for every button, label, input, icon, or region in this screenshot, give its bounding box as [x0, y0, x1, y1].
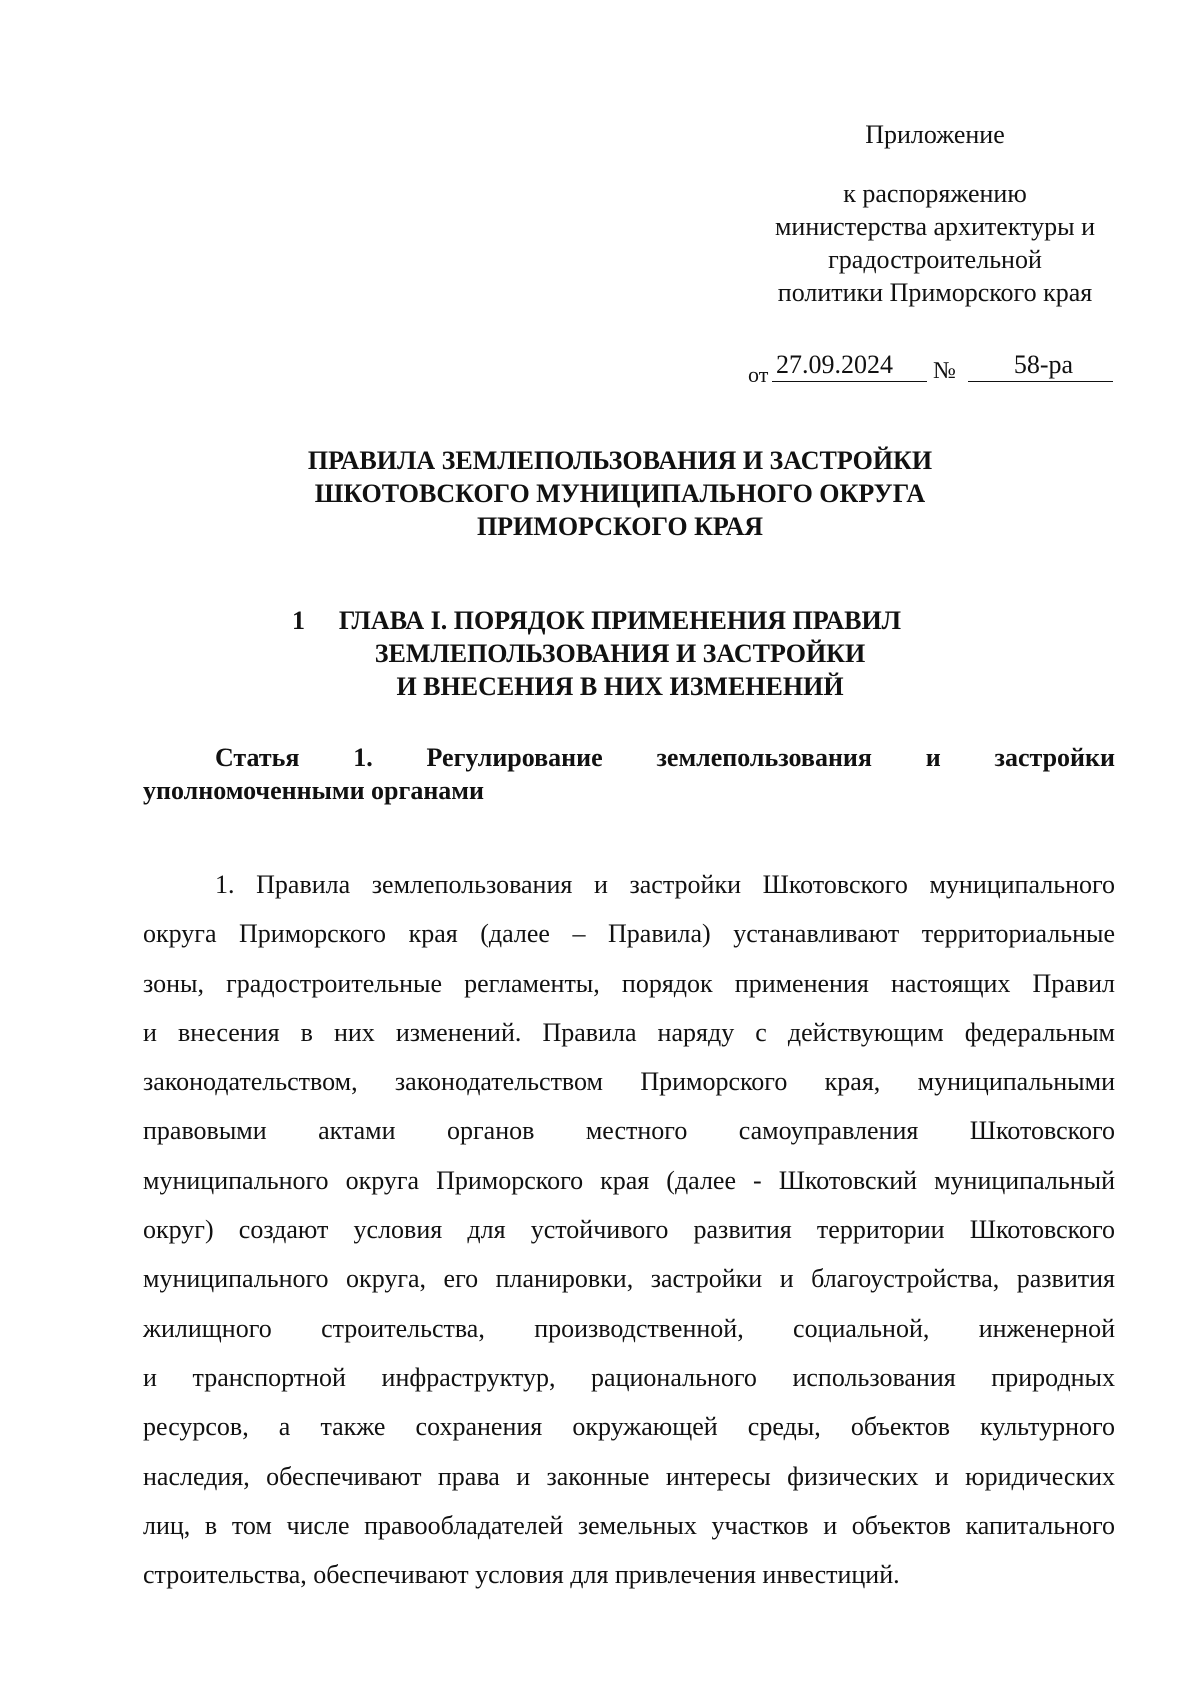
article-heading-line — [143, 741, 1115, 774]
number-sign: № — [933, 358, 956, 384]
paragraph-row: ресурсов, а также сохранения окружающей среды, объектов культурного — [143, 1412, 1115, 1442]
paragraph-row: и внесения в них изменений. Правила наряду с действующим федеральным — [143, 1017, 1115, 1047]
paragraph-row: строительства, обеспечивают условия для привлечения инвестиций. — [143, 1560, 900, 1590]
article-word: Статья — [215, 743, 300, 772]
paragraph-row: наследия, обеспечивают права и законные интересы физических и юридических — [143, 1461, 1115, 1491]
paragraph-row: лиц, в том числе правообладателей земельных участков и объектов капитального — [143, 1510, 1115, 1540]
chapter-line: И ВНЕСЕНИЯ В НИХ ИЗМЕНЕНИЙ — [396, 672, 844, 701]
article-heading-line: уполномоченными органами — [143, 776, 484, 805]
paragraph-row: муниципального округа, его планировки, застройки и благоустройства, развития — [143, 1264, 1115, 1294]
paragraph-row: и транспортной инфраструктур, рационального использования природных — [143, 1362, 1115, 1392]
paragraph-row: 1. Правила землепользования и застройки Шкотовского муниципального — [215, 870, 1115, 899]
article-word: застройки — [994, 743, 1115, 772]
chapter-line: ЗЕМЛЕПОЛЬЗОВАНИЯ И ЗАСТРОЙКИ — [374, 639, 866, 668]
ot-label: от — [748, 362, 769, 387]
document-title — [140, 444, 1100, 543]
approval-line: градостроительной — [828, 245, 1042, 274]
order-date: 27.09.2024 — [772, 350, 927, 382]
article-word: 1. — [353, 743, 373, 772]
article-word: и — [925, 743, 941, 772]
approval-line: политики Приморского края — [777, 278, 1093, 307]
approval-line: к распоряжению — [843, 179, 1027, 208]
paragraph-row: законодательством, законодательством Приморского края, муниципальными — [143, 1067, 1115, 1097]
chapter-number: 1 — [292, 606, 305, 635]
article-word: Регулирование — [426, 743, 603, 772]
title-line: ШКОТОВСКОГО МУНИЦИПАЛЬНОГО ОКРУГА — [314, 479, 926, 508]
date-number-line — [748, 350, 1128, 390]
paragraph-row: жилищного строительства, производственной, социальной, инженерной — [143, 1313, 1115, 1343]
annex-label: Приложение — [865, 120, 1005, 149]
order-number: 58-ра — [968, 350, 1113, 382]
title-line: ПРАВИЛА ЗЕМЛЕПОЛЬЗОВАНИЯ И ЗАСТРОЙКИ — [307, 446, 933, 475]
paragraph-row: зоны, градостроительные регламенты, порядок применения настоящих Правил — [143, 968, 1115, 998]
paragraph-row: округ) создают условия для устойчивого развития территории Шкотовского — [143, 1215, 1115, 1245]
paragraph-row: округа Приморского края (далее – Правила) устанавливают территориальные — [143, 919, 1115, 949]
chapter-line: ГЛАВА I. ПОРЯДОК ПРИМЕНЕНИЯ ПРАВИЛ — [338, 606, 902, 635]
approval-block — [740, 118, 1130, 309]
approval-line: министерства архитектуры и — [774, 212, 1096, 241]
paragraph-1 — [143, 860, 1115, 1599]
article-heading — [143, 741, 1115, 807]
paragraph-row: муниципального округа Приморского края (далее - Шкотовский муниципальный — [143, 1165, 1115, 1195]
chapter-heading — [140, 604, 1100, 703]
paragraph-row: правовыми актами органов местного самоуправления Шкотовского — [143, 1116, 1115, 1146]
article-word: землепользования — [656, 743, 872, 772]
title-line: ПРИМОРСКОГО КРАЯ — [476, 512, 764, 541]
